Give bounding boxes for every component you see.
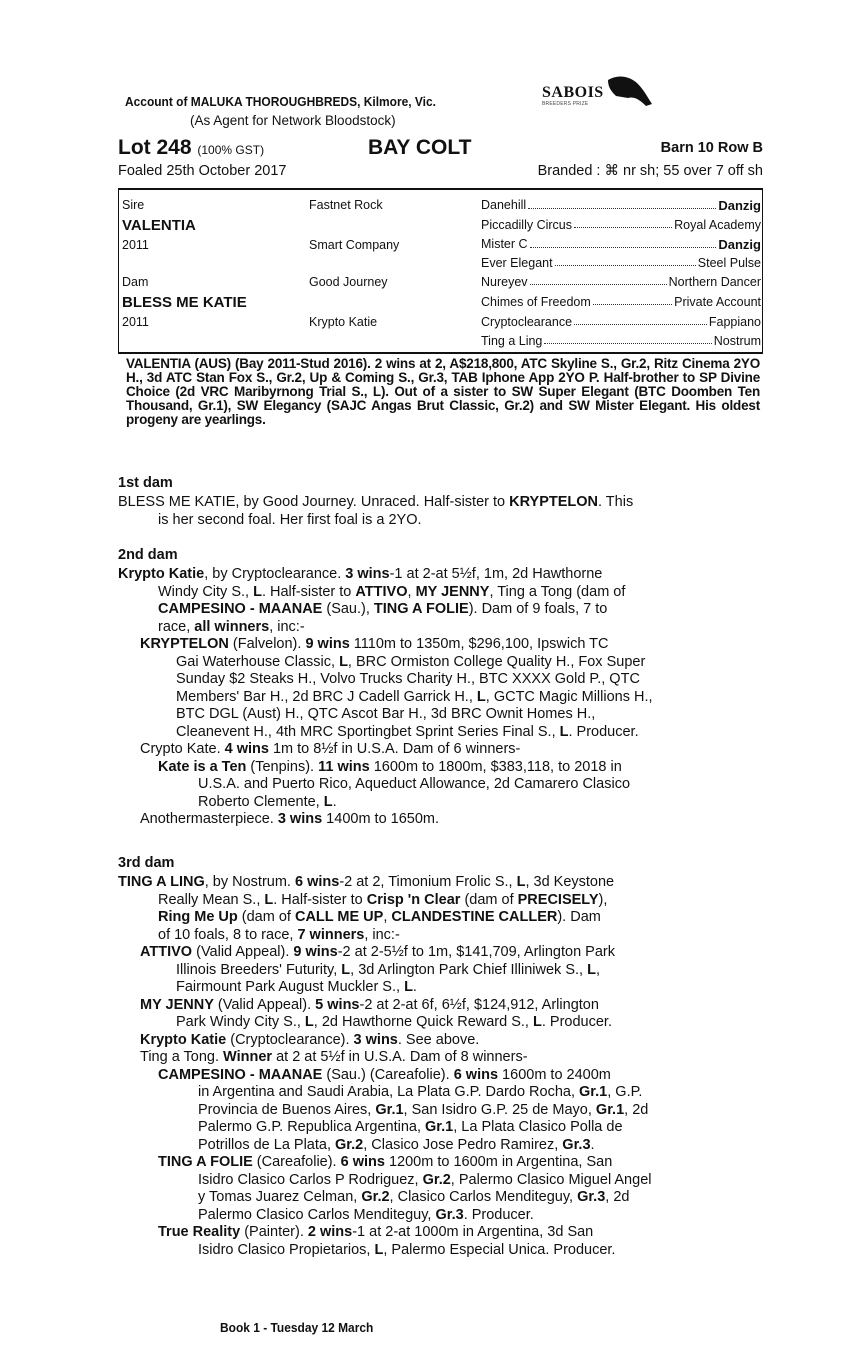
sire-dam: Smart Company	[309, 238, 400, 252]
pedigree-gg-row: Cryptoclearance Fappiano	[481, 315, 761, 329]
logo-subtext: BREEDERS PRIZE	[542, 101, 589, 107]
sire-biography: VALENTIA (AUS) (Bay 2011-Stud 2016). 2 wins at 2, A$218,800, ATC Skyline S., Gr.2, Ritz Cinema 2YO H., 3d ATC Stan Fox S., Gr.2, Up & Coming S., Gr.3, TAB Iphone App 2YO P. Half-brother to SP Divine Choice (2d VRC Maribyrnong Trial S., L). Out of a sister to SW Super Elegant (BTC Doomben Ten Thousand, Gr.1), SW Elegancy (SAJC Angas Brut Classic, Gr.2) and SW Mister Elegant. His oldest progeny are yearlings.	[126, 356, 760, 427]
page-footer: Book 1 - Tuesday 12 March	[220, 1320, 374, 1335]
agent-note: (As Agent for Network Bloodstock)	[190, 113, 396, 128]
sire-sire: Fastnet Rock	[309, 198, 383, 212]
dam-name: BLESS ME KATIE	[122, 294, 247, 311]
sire-year: 2011	[122, 238, 149, 252]
brand-marks: Branded : ⌘ nr sh; 55 over 7 off sh	[537, 163, 763, 179]
dam-dam: Krypto Katie	[309, 315, 378, 329]
logo-text: SABOIS	[542, 84, 604, 101]
section-heading: 2nd dam	[118, 547, 178, 563]
pedigree-gg-row: Mister C Danzig	[481, 237, 761, 252]
pedigree-gg-row: Nureyev Northern Dancer	[481, 275, 761, 289]
third-dam-paragraph: TING A LING, by Nostrum. 6 wins-2 at 2, Timonium Frolic S., L, 3d Keystone Really Mean S., L. Half-sister to Crisp 'n Clear (dam of PRECISELY), Ring Me Up (dam of CALL ME UP, CLANDESTINE CALLER). Dam of 10 foals, 8 to race, 7 winners, inc:- ATTIVO (Valid Appeal). 9 wins-2 at 2-5½f to 1m, $141,709, Arlington Park Illinois Breeders' Futurity, L, 3d Arlington Park Chief Illiniwek S., L, Fairmount Park August Muckler S., L. MY JENNY (Valid Appeal). 5 wins-2 at 2-at 6f, 6½f, $124,912, Arlington Park Windy City S., L, 2d Hawthorne Quick Reward S., L. Producer. Krypto Katie (Cryptoclearance). 3 wins. See above. Ting a Tong. Winner at 2 at 5½f in U.S.A. Dam of 8 winners- CAMPESINO - MAANAE (Sau.) (Careafolie). 6 wins 1600m to 2400m in Argentina and Saudi Arabia, La Plata G.P. Dardo Rocha, Gr.1, G.P. Provincia de Buenos Aires, Gr.1, San Isidro G.P. 25 de Mayo, Gr.1, 2d Palermo G.P. Republica Argentina, Gr.1, La Plata Clasico Polla de Potrillos de La Plata, Gr.2, Clasico Jose Pedro Ramirez, Gr.3. TING A FOLIE (Careafolie). 6 wins 1200m to 1600m in Argentina, San Isidro Clasico Carlos P Rodriguez, Gr.2, Palermo Clasico Miguel Angel y Tomas Juarez Celman, Gr.2, Clasico Carlos Menditeguy, Gr.3, 2d Palermo Clasico Carlos Menditeguy, Gr.3. Producer. True Reality (Painter). 2 wins-1 at 2-at 1000m in Argentina, 3d San Isidro Clasico Propietarios, L, Palermo Especial Unica. Producer.	[118, 874, 652, 1258]
lot-number: Lot 248 (100% GST)	[118, 136, 265, 159]
foaled-date: Foaled 25th October 2017	[118, 163, 287, 179]
sire-name: VALENTIA	[122, 217, 196, 234]
dam-year: 2011	[122, 315, 149, 329]
section-heading: 1st dam	[118, 475, 173, 491]
pedigree-table	[118, 188, 763, 354]
barn-location: Barn 10 Row B	[660, 140, 763, 156]
gst-note: (100% GST)	[197, 143, 265, 157]
sabois-logo	[538, 72, 653, 112]
vendor-account: Account of MALUKA THOROUGHBREDS, Kilmore, Vic.	[125, 94, 436, 109]
pedigree-gg-row: Chimes of Freedom Private Account	[481, 295, 761, 309]
section-heading: 3rd dam	[118, 855, 175, 871]
dam-label: Dam	[122, 275, 149, 289]
first-dam-paragraph: BLESS ME KATIE, by Good Journey. Unraced. Half-sister to KRYPTELON. This is her second foal. Her first foal is a 2YO.	[118, 494, 634, 528]
pedigree-gg-row: Ever Elegant Steel Pulse	[481, 256, 761, 270]
lot-header	[118, 136, 763, 162]
pedigree-gg-row: Danehill Danzig	[481, 198, 761, 213]
lot-type: BAY COLT	[368, 136, 472, 159]
second-dam-paragraph: Krypto Katie, by Cryptoclearance. 3 wins-1 at 2-at 5½f, 1m, 2d Hawthorne Windy City S., L. Half-sister to ATTIVO, MY JENNY, Ting a Tong (dam of CAMPESINO - MAANAE (Sau.), TING A FOLIE). Dam of 9 foals, 7 to race, all winners, inc:- KRYPTELON (Falvelon). 9 wins 1110m to 1350m, $296,100, Ipswich TC Gai Waterhouse Classic, L, BRC Ormiston College Quality H., Fox Super Sunday $2 Steaks H., Volvo Trucks Charity H., BTC XXXX Gold P., QTC Members' Bar H., 2d BRC J Cadell Garrick H., L, GCTC Magic Millions H., BTC DGL (Aust) H., QTC Ascot Bar H., 3d BRC Ownit Homes H., Cleanevent H., 4th MRC Sportingbet Sprint Series Final S., L. Producer. Crypto Kate. 4 wins 1m to 8½f in U.S.A. Dam of 6 winners- Kate is a Ten (Tenpins). 11 wins 1600m to 1800m, $383,118, to 2018 in U.S.A. and Puerto Rico, Aqueduct Allowance, 2d Camarero Clasico Roberto Clemente, L. Anothermasterpiece. 3 wins 1400m to 1650m.	[118, 566, 653, 827]
dam-sire: Good Journey	[309, 275, 388, 289]
sire-label: Sire	[122, 198, 145, 212]
pedigree-gg-row: Ting a Ling Nostrum	[481, 334, 761, 348]
pedigree-gg-row: Piccadilly Circus Royal Academy	[481, 218, 761, 232]
